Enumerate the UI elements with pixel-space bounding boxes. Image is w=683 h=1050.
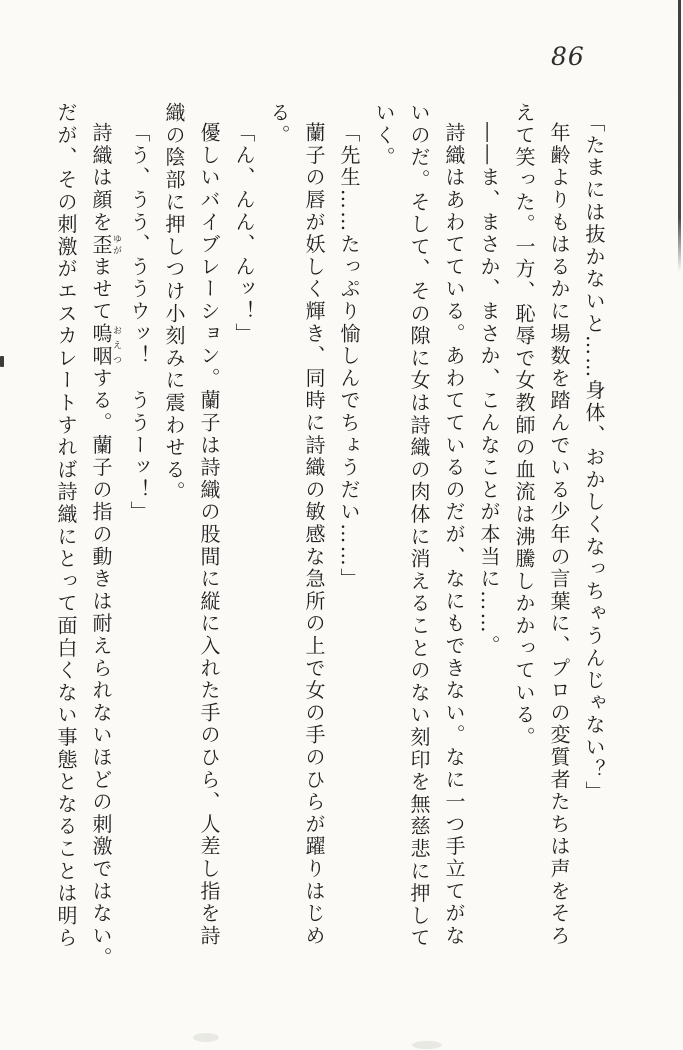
text-column: る。 xyxy=(267,102,291,147)
text-column: 「ん、んん、んッ！」 xyxy=(232,122,256,345)
text-column: 蘭子の唇が妖しく輝き、同時に詩織の敏感な急所の上で女の手のひらが躍りはじめ xyxy=(302,122,326,948)
ruby-annotated-word: 歪ゆが xyxy=(89,233,121,256)
text-column: いのだ。そして、その隙に女は詩織の肉体に消えることのない刻印を無慈悲に押して xyxy=(407,102,431,950)
text-column: 「う、うう、ううウッ！ ううーッ！」 xyxy=(127,122,151,524)
text-column: えて笑った。一方、恥辱で女教師の血流は沸騰しかかっている。 xyxy=(512,102,536,749)
text-column: 織の陰部に押しつけ小刻みに震わせる。 xyxy=(162,102,186,504)
page-number: 86 xyxy=(551,42,585,71)
text-column: 詩織はあわてている。あわてているのだが、なにもできない。なに一つ手立てがな xyxy=(442,122,466,948)
scan-smudge xyxy=(412,1041,442,1049)
body-text xyxy=(48,102,611,970)
ruby-annotated-word: 嗚咽おえつ xyxy=(89,322,121,368)
scan-speck xyxy=(0,356,4,367)
text-column: 「先生……たっぷり愉しんでちょうだい……」 xyxy=(337,122,361,591)
scan-smudge xyxy=(193,1033,219,1042)
text-column: だが、その刺激がエスカレートすれば詩織にとって面白くない事態となることは明ら xyxy=(54,102,78,950)
text-column: 年齢よりもはるかに場数を踏んでいる少年の言葉に、プロの変質者たちは声をそろ xyxy=(547,122,571,948)
text-column: 優しいバイブレーション。蘭子は詩織の股間に縦に入れた手のひら、人差し指を詩 xyxy=(197,122,221,948)
scan-edge-line xyxy=(678,0,681,272)
text-column: いく。 xyxy=(372,102,396,169)
text-column: 「たまには抜かないと……身体、おかしくなっちゃうんじゃない？」 xyxy=(582,112,606,804)
text-column: ――ま、まさか、まさか、こんなことが本当に……。 xyxy=(477,122,501,658)
text-column: 詩織は顔を歪ゆがませて嗚咽おえつする。蘭子の指の動きは耐えられないほどの刺激ではない。 xyxy=(89,122,121,970)
